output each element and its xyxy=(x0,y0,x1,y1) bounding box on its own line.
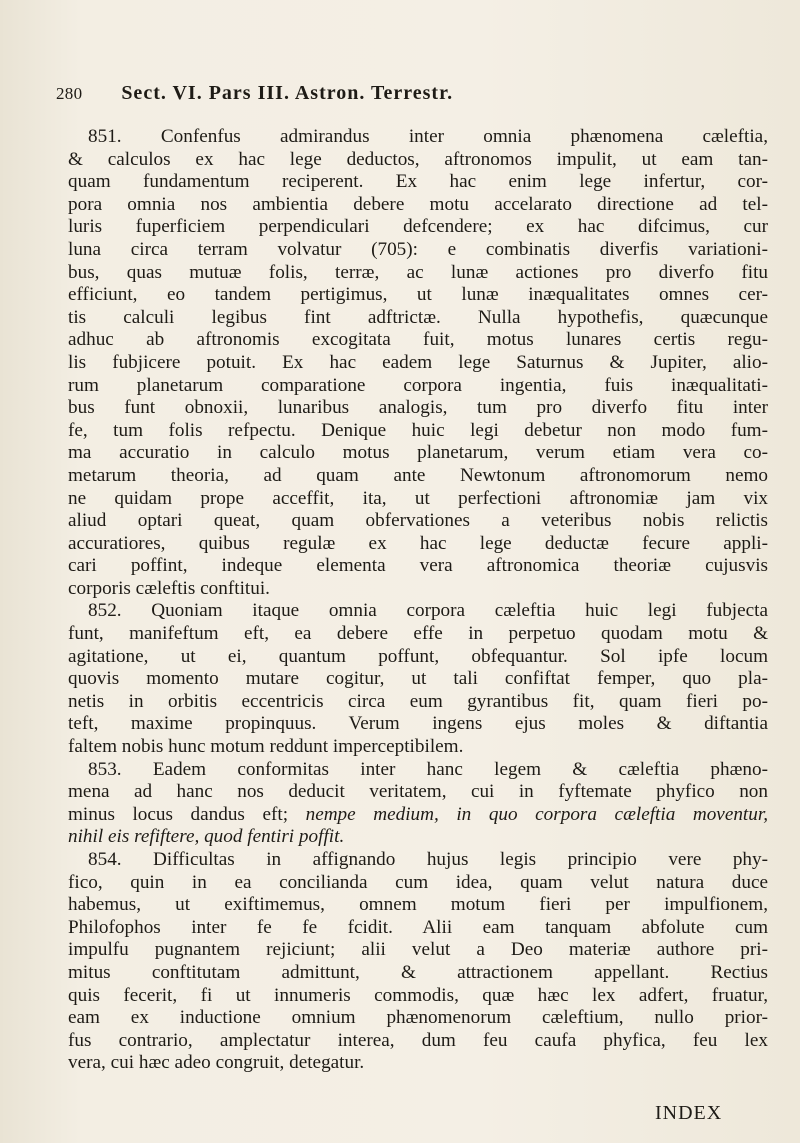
text-line xyxy=(68,375,768,398)
line-text: mitus conftitutam admittunt, & attractionem appellant. Rectius xyxy=(68,961,768,983)
line-text: 851. Confenfus admirandus inter omnia phænomena cæleftia, xyxy=(88,126,768,147)
text-line xyxy=(68,307,768,330)
body-text xyxy=(68,126,768,1075)
text-line xyxy=(68,171,768,194)
line-text: netis in orbitis eccentricis circa eum gyrantibus fit, quam fieri po- xyxy=(68,690,768,712)
line-text: efficiunt, eo tandem pertigimus, ut lunæ inæqualitates omnes cer- xyxy=(68,284,768,306)
text-line xyxy=(68,691,768,714)
line-text: luna circa terram volvatur (705): e combinatis diverfis variationi- xyxy=(68,238,768,260)
line-text: mena ad hanc nos deducit veritatem, cui in fyftemate phyfico non xyxy=(68,781,768,803)
text-line xyxy=(68,465,768,488)
line-text: pora omnia nos ambientia debere motu accelarato directione ad tel- xyxy=(68,193,768,215)
line-text: cari poffint, indeque elementa vera aftronomica theoriæ cujusvis xyxy=(68,555,768,577)
running-title: Sect. VI. Pars III. Astron. Terrestr. xyxy=(121,82,454,104)
line-text: adhuc ab aftronomis excogitata fuit, motus lunares certis regu- xyxy=(68,329,768,351)
text-line xyxy=(68,149,768,172)
line-text: teft, maxime propinquus. Verum ingens ejus moles & diftantia xyxy=(68,713,768,735)
line-text: 852. Quoniam itaque omnia corpora cæleftia huic legi fubjecta xyxy=(88,600,768,622)
text-line xyxy=(68,962,768,985)
text-line xyxy=(68,759,768,782)
line-text: habemus, ut exiftimemus, omnem motum fieri per impulfionem, xyxy=(68,894,768,916)
line-text: bus funt obnoxii, lunaribus analogis, tum pro diverfo fitu inter xyxy=(68,397,768,419)
line-text: quis fecerit, fi ut innumeris commodis, quæ hæc lex adfert, fruatur, xyxy=(68,984,768,1006)
text-line xyxy=(68,533,768,556)
text-line xyxy=(68,985,768,1008)
text-line xyxy=(68,872,768,895)
page-number: 280 xyxy=(56,84,83,103)
text-line xyxy=(68,600,768,623)
line-text: ma accuratio in calculo motus planetarum, verum etiam vera co- xyxy=(68,442,768,464)
line-text: bus, quas mutuæ folis, terræ, ac lunæ actiones pro diverfo fitu xyxy=(68,261,768,283)
text-line xyxy=(68,284,768,307)
line-italic-text: nempe medium, in quo corpora cæleftia moventur, xyxy=(305,803,768,825)
catchword: INDEX xyxy=(655,1102,723,1124)
text-line xyxy=(68,442,768,465)
line-text: metarum theoria, ad quam ante Newtonum aftronomorum nemo xyxy=(68,464,768,486)
text-line xyxy=(68,510,768,533)
line-text: Philofophos inter fe fe fcidit. Alii eam tanquam abfolute cum xyxy=(68,916,768,938)
text-line xyxy=(68,262,768,285)
text-line xyxy=(68,397,768,420)
line-text: agitatione, ut ei, quantum poffunt, obfequantur. Sol ipfe locum xyxy=(68,645,768,667)
line-text: corporis cæleftis conftitui. xyxy=(68,577,270,599)
line-text: quovis momento mutare cogitur, ut tali confiftat femper, quo pla- xyxy=(68,668,768,690)
text-line xyxy=(68,623,768,646)
text-line xyxy=(68,329,768,352)
text-line xyxy=(68,736,768,759)
text-line xyxy=(68,713,768,736)
text-line xyxy=(68,1030,768,1053)
text-line xyxy=(68,894,768,917)
text-line xyxy=(68,1052,768,1075)
line-text: tis calculi legibus fint adftrictæ. Nulla hypothefis, quæcunque xyxy=(68,306,768,328)
line-text: fico, quin in ea concilianda cum idea, quam velut natura duce xyxy=(68,871,768,893)
text-line xyxy=(68,352,768,375)
line-text: accuratiores, quibus regulæ ex hac lege deductæ fecure appli- xyxy=(68,532,768,554)
text-line xyxy=(68,646,768,669)
running-head xyxy=(56,82,776,105)
text-line xyxy=(68,849,768,872)
line-text: & calculos ex hac lege deductos, aftronomos impulit, ut eam tan- xyxy=(68,148,768,170)
line-text: lis fubjicere potuit. Ex hac eadem lege Saturnus & Jupiter, alio- xyxy=(68,351,768,373)
line-text: fus contrario, amplectatur interea, dum feu caufa phyfica, feu lex xyxy=(68,1029,768,1051)
line-text: vera, cui hæc adeo congruit, detegatur. xyxy=(68,1052,365,1074)
text-line xyxy=(68,555,768,578)
line-text: minus locus dandus eft; xyxy=(68,803,306,825)
text-line xyxy=(68,578,768,601)
text-line xyxy=(68,781,768,804)
text-line xyxy=(68,804,768,827)
line-text: rum planetarum comparatione corpora ingentia, fuis inæqualitati- xyxy=(68,374,768,396)
line-text: quam fundamentum reciperent. Ex hac enim lege infertur, cor- xyxy=(68,171,768,193)
line-text: eam ex inductione omnium phænomenorum cæleftium, nullo prior- xyxy=(68,1007,768,1029)
line-text: ne quidam prope acceffit, ita, ut perfectioni aftronomiæ jam vix xyxy=(68,487,768,509)
line-text: impulfu pugnantem rejiciunt; alii velut a Deo materiæ authore pri- xyxy=(68,939,768,961)
text-line xyxy=(68,488,768,511)
text-line xyxy=(68,1007,768,1030)
text-line xyxy=(68,668,768,691)
text-line xyxy=(68,126,768,149)
text-line xyxy=(68,239,768,262)
line-text: faltem nobis hunc motum reddunt imperceptibilem. xyxy=(68,736,464,758)
line-text: 853. Eadem conformitas inter hanc legem & cæleftia phæno- xyxy=(88,758,768,780)
line-text: luris fuperficiem perpendiculari defcendere; ex hac difcimus, cur xyxy=(68,216,768,238)
text-line xyxy=(68,917,768,940)
line-text: fe, tum folis refpectu. Denique huic legi debetur non modo fum- xyxy=(68,419,768,441)
line-italic-text: nihil eis refiftere, quod fentiri poffit. xyxy=(68,826,345,848)
text-line xyxy=(68,939,768,962)
line-text: funt, manifeftum eft, ea debere effe in perpetuo quodam motu & xyxy=(68,623,768,645)
text-line xyxy=(68,826,768,849)
text-line xyxy=(68,216,768,239)
text-line xyxy=(68,194,768,217)
text-line xyxy=(68,420,768,443)
line-text: aliud optari queat, quam obfervationes a veteribus nobis relictis xyxy=(68,510,768,532)
line-text: 854. Difficultas in affignando hujus legis principio vere phy- xyxy=(88,849,768,870)
